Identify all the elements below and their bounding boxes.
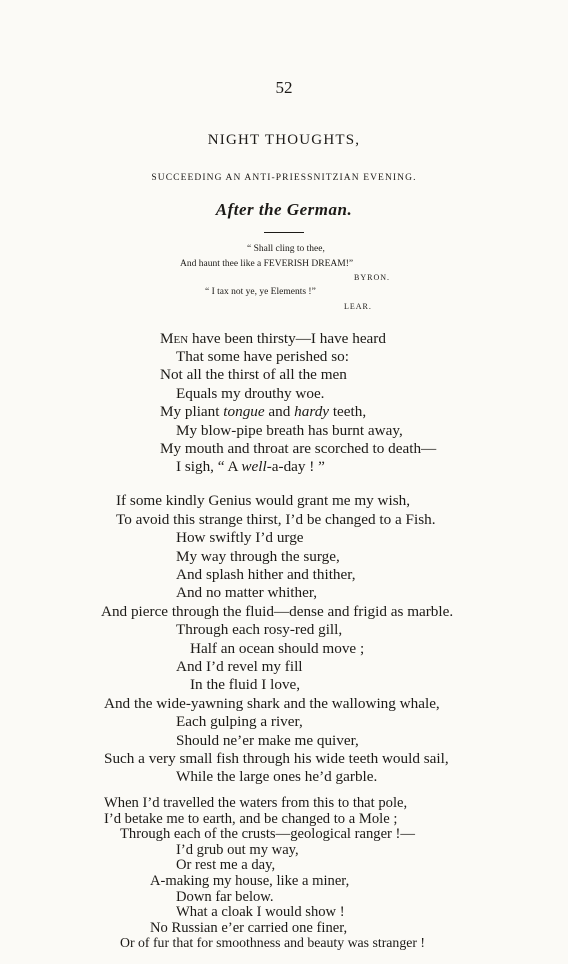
epigraph-attribution: BYRON. xyxy=(354,273,391,282)
verse-line: Should ne’er make me quiver, xyxy=(176,732,359,749)
verse-line: In the fluid I love, xyxy=(190,676,301,693)
verse-line: If some kindly Genius would grant me my wish, xyxy=(116,492,411,509)
verse-line: I’d grub out my way, xyxy=(176,841,299,858)
verse-line: And I’d revel my fill xyxy=(176,658,303,675)
verse-line: When I’d travelled the waters from this to that pole, xyxy=(104,795,408,811)
verse-line: Equals my drouthy woe. xyxy=(176,385,325,402)
verse-line: My way through the surge, xyxy=(176,548,340,565)
poem-subtitle: SUCCEEDING AN ANTI-PRIESSNITZIAN EVENING. xyxy=(151,173,417,183)
poem-title: NIGHT THOUGHTS, xyxy=(207,132,361,148)
verse-line: While the large ones he’d garble. xyxy=(176,768,378,785)
verse-line: Down far below. xyxy=(176,888,274,905)
verse-line: Through each rosy-red gill, xyxy=(176,621,343,638)
verse-line: My blow-pipe breath has burnt away, xyxy=(176,422,403,439)
title-rule xyxy=(264,232,304,233)
verse-line: Men have been thirsty—I have heard xyxy=(160,330,386,347)
verse-line: Such a very small fish through his wide teeth would sail, xyxy=(104,750,449,767)
poem-subtitle-german: After the German. xyxy=(215,200,353,219)
verse-line: And the wide-yawning shark and the wallowing whale, xyxy=(104,695,440,712)
epigraph-attribution: LEAR. xyxy=(344,302,372,311)
verse-line: Each gulping a river, xyxy=(176,713,303,730)
verse-line: No Russian e’er carried one finer, xyxy=(150,919,348,936)
verse-line: That some have perished so: xyxy=(176,348,349,365)
verse-line: Or of fur that for smoothness and beauty was stranger ! xyxy=(120,935,425,951)
verse-line: Through each of the crusts—geological ranger !— xyxy=(120,826,416,843)
verse-line: A-making my house, like a miner, xyxy=(150,873,350,889)
verse-line: What a cloak I would show ! xyxy=(176,904,345,921)
epigraph-line: “ I tax not ye, ye Elements !” xyxy=(205,287,316,297)
verse-line: My pliant tongue and hardy teeth, xyxy=(160,403,367,420)
verse-line: Or rest me a day, xyxy=(176,857,276,874)
verse-line: I’d betake me to earth, and be changed to a Mole ; xyxy=(104,810,398,827)
epigraph-line: “ Shall cling to thee, xyxy=(247,244,325,254)
verse-line: How swiftly I’d urge xyxy=(176,529,304,546)
verse-line: My mouth and throat are scorched to death— xyxy=(160,440,437,457)
verse-line: And splash hither and thither, xyxy=(176,566,356,583)
verse-line: Not all the thirst of all the men xyxy=(160,366,347,383)
epigraph-line: And haunt thee like a FEVERISH DREAM!” xyxy=(180,259,354,269)
verse-line: And no matter whither, xyxy=(176,584,318,601)
verse-line: Half an ocean should move ; xyxy=(190,640,365,657)
verse-line: To avoid this strange thirst, I’d be changed to a Fish. xyxy=(116,511,436,528)
page-number: 52 xyxy=(275,78,293,97)
verse-line: I sigh, “ A well-a-day ! ” xyxy=(176,458,325,475)
verse-line: And pierce through the fluid—dense and frigid as marble. xyxy=(101,603,454,620)
